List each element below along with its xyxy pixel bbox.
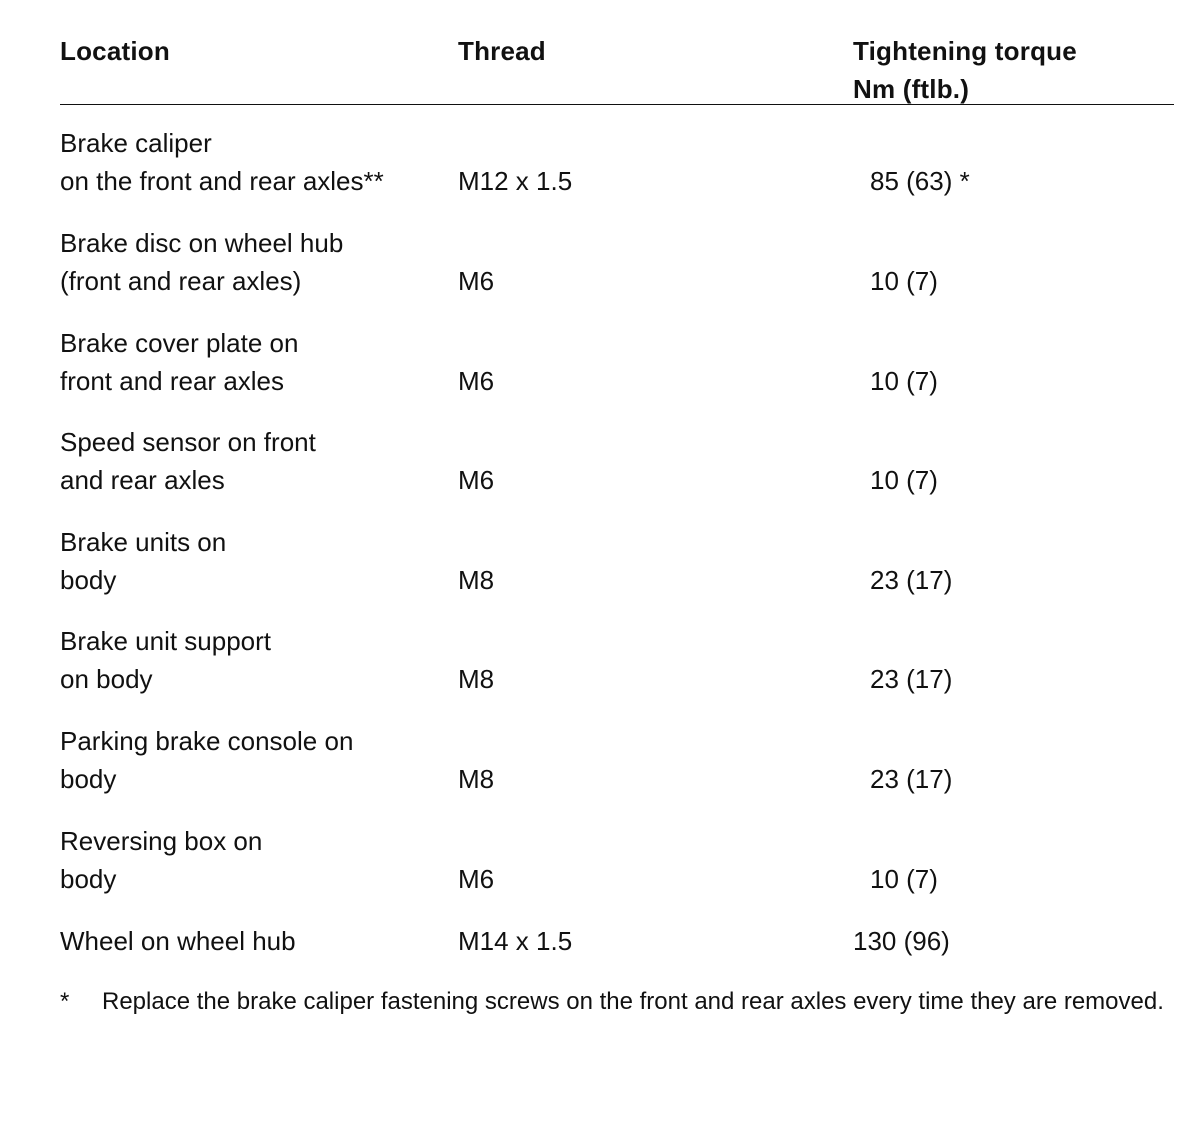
location-line: on the front and rear axles**	[60, 166, 384, 196]
thread-cell: M6	[458, 266, 495, 296]
thread-cell: M8	[458, 565, 495, 595]
location-cell	[60, 124, 384, 200]
torque-cell: 23 (17)	[870, 764, 953, 794]
location-line: Brake caliper	[60, 128, 212, 158]
header-torque-title: Tightening torque	[853, 36, 1077, 66]
thread-cell: M6	[458, 465, 495, 495]
torque-cell: 23 (17)	[870, 664, 953, 694]
thread-cell: M8	[458, 664, 495, 694]
location-line: Reversing box on	[60, 826, 263, 856]
header-location: Location	[60, 36, 170, 66]
header-thread: Thread	[458, 36, 546, 66]
location-line: Speed sensor on front	[60, 427, 316, 457]
thread-cell: M6	[458, 864, 495, 894]
location-line: on body	[60, 664, 153, 694]
header-torque-unit: Nm (ftlb.)	[853, 74, 970, 104]
header-divider	[60, 104, 1174, 105]
location-line: Brake cover plate on	[60, 328, 299, 358]
location-line: Brake units on	[60, 527, 227, 557]
footnote-marker: *	[60, 988, 70, 1015]
location-cell	[60, 324, 298, 400]
torque-cell: 10 (7)	[870, 864, 938, 894]
location-cell	[60, 423, 316, 499]
thread-cell: M6	[458, 366, 495, 396]
location-cell	[60, 722, 353, 798]
location-cell	[60, 922, 296, 960]
location-line: Brake unit support	[60, 626, 272, 656]
header-tightening-torque	[853, 32, 1077, 108]
location-line: front and rear axles	[60, 366, 285, 396]
location-line: body	[60, 864, 117, 894]
torque-cell: 23 (17)	[870, 565, 953, 595]
torque-cell: 10 (7)	[870, 266, 938, 296]
thread-cell: M12 x 1.5	[458, 166, 573, 196]
location-line: Parking brake console on	[60, 726, 354, 756]
thread-cell: M14 x 1.5	[458, 926, 573, 956]
location-cell	[60, 822, 262, 898]
torque-cell: 130 (96)	[853, 926, 950, 956]
location-line: body	[60, 764, 117, 794]
location-cell	[60, 224, 343, 300]
location-line: Brake disc on wheel hub	[60, 228, 344, 258]
footnote-text: Replace the brake caliper fastening screws on the front and rear axles every time they are removed.	[102, 988, 1164, 1015]
location-line: body	[60, 565, 117, 595]
location-line: (front and rear axles)	[60, 266, 302, 296]
torque-cell: 85 (63) *	[870, 166, 970, 196]
location-line: Wheel on wheel hub	[60, 926, 296, 956]
location-cell	[60, 523, 226, 599]
torque-cell: 10 (7)	[870, 465, 938, 495]
torque-cell: 10 (7)	[870, 366, 938, 396]
location-cell	[60, 622, 271, 698]
thread-cell: M8	[458, 764, 495, 794]
location-line: and rear axles	[60, 465, 225, 495]
